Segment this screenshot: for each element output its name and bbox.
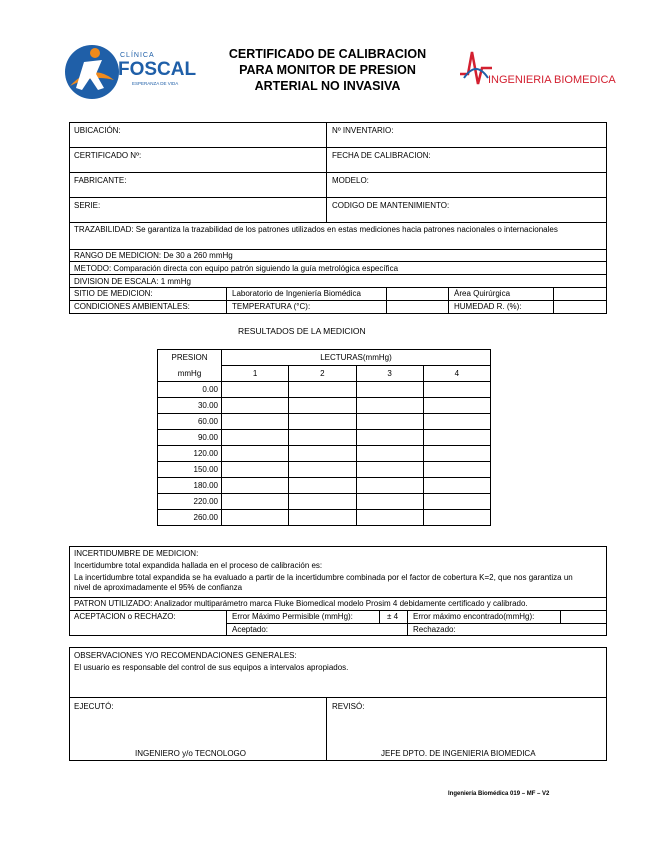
table-row <box>158 414 491 430</box>
reviso-label: REVISÓ: <box>332 702 365 711</box>
aceptado-label: Aceptado: <box>232 625 269 634</box>
pressure-value: 30.00 <box>158 398 222 414</box>
codigo-label: CODIGO DE MANTENIMIENTO: <box>332 201 450 210</box>
temperatura-label: TEMPERATURA (°C): <box>232 302 311 311</box>
reading-cell <box>423 494 490 510</box>
reading-cell <box>423 398 490 414</box>
reading-cell <box>222 462 289 478</box>
document-title <box>200 46 455 94</box>
pressure-value: 0.00 <box>158 382 222 398</box>
incertidumbre-title: INCERTIDUMBRE DE MEDICION: <box>74 549 199 558</box>
error-permisible-value: ± 4 <box>387 612 399 621</box>
inventario-label: Nº INVENTARIO: <box>332 126 394 135</box>
title-line-3: ARTERIAL NO INVASIVA <box>254 79 401 93</box>
col-header-4: 4 <box>423 366 490 382</box>
col-header-1: 1 <box>222 366 289 382</box>
logo-ib-name: INGENIERIA BIOMEDICA <box>488 74 616 86</box>
presion-header: PRESION <box>158 350 222 366</box>
reading-cell <box>289 430 356 446</box>
reading-cell <box>423 478 490 494</box>
reading-cell <box>222 414 289 430</box>
table-row <box>158 510 491 526</box>
reading-cell <box>222 510 289 526</box>
error-encontrado-label: Error máximo encontrado(mmHg): <box>413 612 535 621</box>
observaciones-text: El usuario es responsable del control de sus equipos a intervalos apropiados. <box>74 663 349 672</box>
incertidumbre-line1: Incertidumbre total expandida hallada en el proceso de calibración es: <box>74 561 323 570</box>
trazabilidad-text: TRAZABILIDAD: Se garantiza la trazabilidad de los patrones utilizados en estas mediciones hacia patrones nacionales o internacionales <box>74 225 558 234</box>
reading-cell <box>423 510 490 526</box>
reading-cell <box>289 510 356 526</box>
reading-cell <box>222 494 289 510</box>
table-row <box>158 462 491 478</box>
ubicacion-label: UBICACIÓN: <box>74 126 121 135</box>
ingenieria-biomedica-logo <box>458 48 623 92</box>
reading-cell <box>289 446 356 462</box>
incertidumbre-line2: La incertidumbre total expandida se ha evaluado a partir de la incertidumbre combinada por el factor de cobertura K=2, que nos garantiza un nivel de aproximadamente el 95% de confianza <box>74 573 573 592</box>
foscal-figure-icon <box>62 42 122 102</box>
reading-cell <box>356 494 423 510</box>
pressure-value: 120.00 <box>158 446 222 462</box>
reading-cell <box>356 478 423 494</box>
reading-cell <box>423 446 490 462</box>
serie-label: SERIE: <box>74 201 101 210</box>
reading-cell <box>289 462 356 478</box>
humedad-label: HUMEDAD R. (%): <box>454 302 522 311</box>
reading-cell <box>423 462 490 478</box>
title-line-1: CERTIFICADO DE CALIBRACION <box>228 47 427 61</box>
condiciones-label: CONDICIONES AMBIENTALES: <box>74 302 190 311</box>
reading-cell <box>289 478 356 494</box>
lecturas-header: LECTURAS(mmHg) <box>222 350 491 366</box>
reading-cell <box>289 494 356 510</box>
reading-cell <box>289 398 356 414</box>
metodo-text: METODO: Comparación directa con equipo patrón siguiendo la guía metrológica específica <box>74 264 399 273</box>
reading-cell <box>356 446 423 462</box>
sitio-area: Área Quirúrgica <box>454 289 511 298</box>
mmhg-header: mmHg <box>158 366 222 382</box>
footer-code: Ingeniería Biomédica 019 – MF – V2 <box>448 791 550 797</box>
logo-tagline: ESPERANZA DE VIDA <box>132 81 179 86</box>
ejecuto-label: EJECUTÓ: <box>74 702 114 711</box>
fecha-label: FECHA DE CALIBRACION: <box>332 151 431 160</box>
reading-cell <box>423 382 490 398</box>
pressure-value: 220.00 <box>158 494 222 510</box>
pressure-value: 180.00 <box>158 478 222 494</box>
reading-cell <box>356 398 423 414</box>
logo-foscal: FOSCAL <box>118 59 197 80</box>
logo-clinica: CLÍNICA <box>120 52 155 59</box>
jefe-label: JEFE DPTO. DE INGENIERIA BIOMEDICA <box>381 749 536 758</box>
reading-cell <box>222 398 289 414</box>
reading-cell <box>289 382 356 398</box>
modelo-label: MODELO: <box>332 176 369 185</box>
table-row <box>158 398 491 414</box>
table-row <box>158 494 491 510</box>
table-row <box>158 446 491 462</box>
reading-cell <box>356 414 423 430</box>
reading-cell <box>356 462 423 478</box>
col-header-3: 3 <box>356 366 423 382</box>
foscal-logo <box>62 42 202 102</box>
pressure-value: 60.00 <box>158 414 222 430</box>
table-row <box>158 382 491 398</box>
ingeniero-label: INGENIERO y/o TECNOLOGO <box>135 749 246 758</box>
table-row <box>158 430 491 446</box>
col-header-2: 2 <box>289 366 356 382</box>
aceptacion-label: ACEPTACION o RECHAZO: <box>74 612 176 621</box>
reading-cell <box>222 430 289 446</box>
reading-cell <box>222 478 289 494</box>
rango-text: RANGO DE MEDICION: De 30 a 260 mmHg <box>74 251 233 260</box>
sitio-lab: Laboratorio de Ingeniería Biomédica <box>232 289 361 298</box>
division-text: DIVISION DE ESCALA: 1 mmHg <box>74 277 191 286</box>
certificado-label: CERTIFICADO Nº: <box>74 151 142 160</box>
reading-cell <box>356 382 423 398</box>
reading-cell <box>356 510 423 526</box>
reading-cell <box>423 414 490 430</box>
observaciones-title: OBSERVACIONES Y/O RECOMENDACIONES GENERALES: <box>74 651 297 660</box>
pressure-value: 150.00 <box>158 462 222 478</box>
results-title: RESULTADOS DE LA MEDICION <box>238 326 366 336</box>
error-permisible-label: Error Máximo Permisible (mmHg): <box>232 612 353 621</box>
fabricante-label: FABRICANTE: <box>74 176 127 185</box>
patron-text: PATRON UTILIZADO: Analizador multiparámetro marca Fluke Biomedical modelo Prosim 4 debidamente certificado y calibrado. <box>74 599 528 608</box>
reading-cell <box>289 414 356 430</box>
reading-cell <box>222 382 289 398</box>
pressure-value: 90.00 <box>158 430 222 446</box>
results-table <box>157 349 491 526</box>
rechazado-label: Rechazado: <box>413 625 456 634</box>
sitio-label: SITIO DE MEDICION: <box>74 289 153 298</box>
reading-cell <box>222 446 289 462</box>
title-line-2: PARA MONITOR DE PRESION <box>239 63 416 77</box>
pressure-value: 260.00 <box>158 510 222 526</box>
table-row <box>158 478 491 494</box>
reading-cell <box>356 430 423 446</box>
reading-cell <box>423 430 490 446</box>
